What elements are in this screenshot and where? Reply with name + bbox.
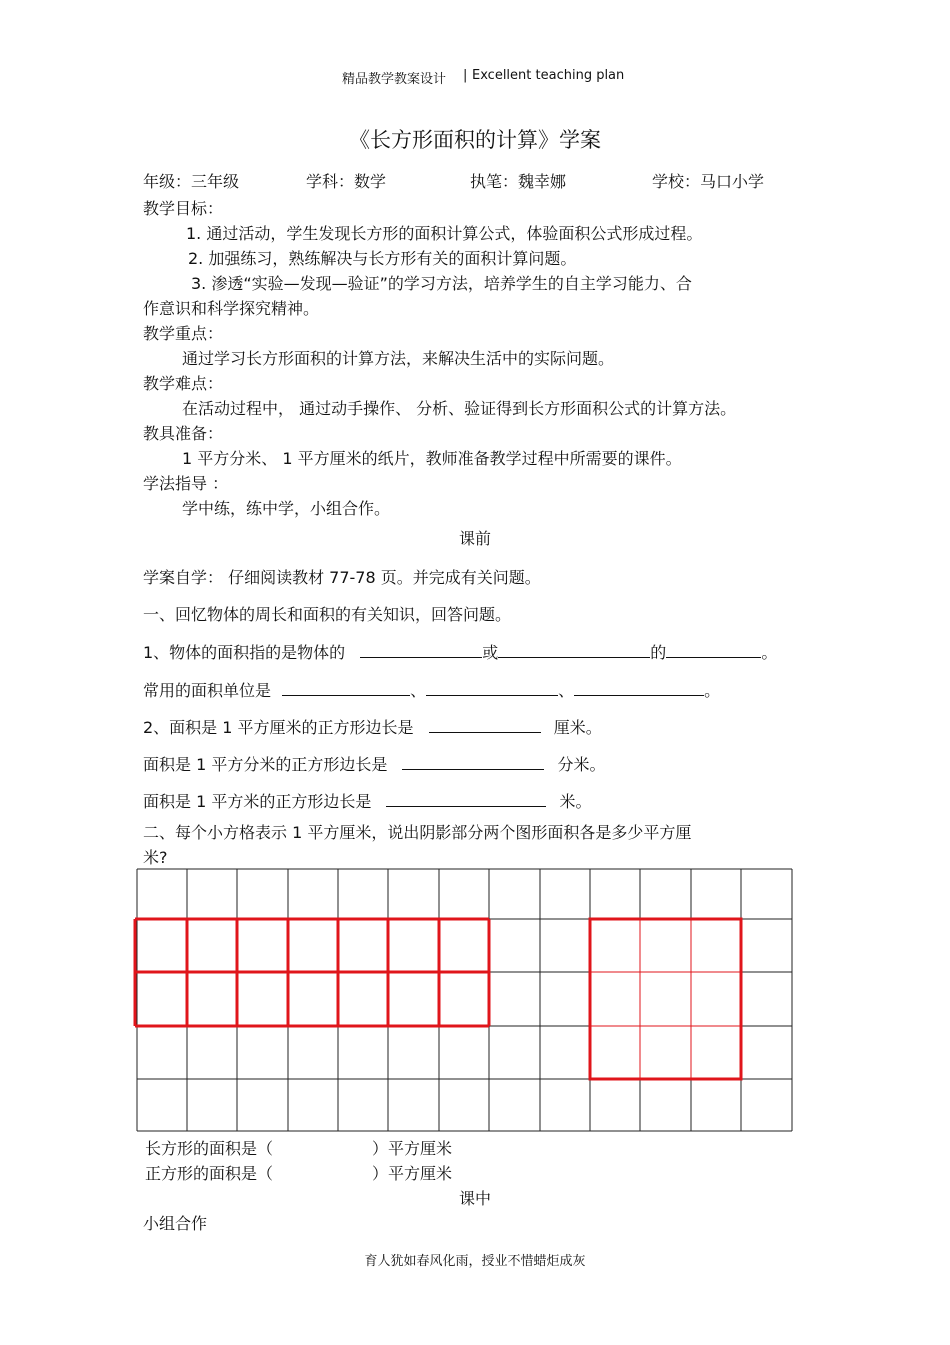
answer-rect-a: 长方形的面积是（	[145, 1139, 274, 1158]
goal-1: 1. 通过活动，学生发现长方形的面积计算公式，体验面积公式形成过程。	[186, 224, 703, 243]
section-pre: 课前	[458, 529, 491, 548]
meta-grade: 年级：三年级	[143, 172, 240, 191]
q1-heading: 一、回忆物体的周长和面积的有关知识，回答问题。	[143, 605, 512, 624]
q1-1-text-b: 或	[482, 643, 499, 662]
goal-2: 2. 加强练习，熟练解决与长方形有关的面积计算问题。	[188, 249, 577, 268]
q2-1-text-b: 厘米。	[553, 718, 602, 737]
q2-2-text-b: 分米。	[557, 755, 606, 774]
q1-units-end: 。	[704, 681, 721, 700]
q1-units-text: 常用的面积单位是	[143, 681, 272, 700]
answer-square-b: ）平方厘米	[372, 1164, 453, 1183]
self-study: 学案自学： 仔细阅读教材 77-78 页。并完成有关问题。	[143, 568, 541, 587]
key-heading: 教学重点：	[143, 324, 224, 343]
meta-author: 执笔：魏幸娜	[470, 172, 567, 191]
q2-1-text-a: 2、面积是 1 平方厘米的正方形边长是	[143, 718, 414, 737]
q1-1-text-c: 的	[650, 643, 667, 662]
header-separator: |	[463, 68, 468, 83]
q2-3-text-b: 米。	[559, 792, 592, 811]
q3-line2: 米?	[143, 848, 168, 867]
q2-2-text-a: 面积是 1 平方分米的正方形边长是	[143, 755, 388, 774]
footer-motto: 育人犹如春风化雨，授业不惜蜡炬成灰	[364, 1254, 586, 1269]
section-mid: 课中	[458, 1189, 491, 1208]
header-left: 精品教学教案设计	[342, 72, 447, 87]
tools-text: 1 平方分米、 1 平方厘米的纸片，教师准备教学过程中所需要的课件。	[182, 449, 682, 468]
q2-3-text-a: 面积是 1 平方米的正方形边长是	[143, 792, 372, 811]
goals-heading: 教学目标：	[143, 199, 224, 218]
q3-line1: 二、每个小方格表示 1 平方厘米，说出阴影部分两个图形面积各是多少平方厘	[143, 823, 692, 842]
answer-square-input[interactable]	[292, 1161, 368, 1181]
q1-1-text-d: 。	[761, 643, 778, 662]
goal-3-line1: 3. 渗透“实验—发现—验证”的学习方法，培养学生的自主学习能力、合	[191, 274, 692, 293]
method-heading: 学法指导 ：	[143, 474, 229, 493]
q1-units-sep2: 、	[558, 681, 575, 700]
goal-3-line2: 作意识和科学探究精神。	[143, 299, 320, 318]
group-work: 小组合作	[143, 1214, 208, 1233]
q1-1-text-a: 1、物体的面积指的是物体的	[143, 643, 346, 662]
method-text: 学中练，练中学，小组合作。	[182, 499, 391, 518]
header-right: Excellent teaching plan	[472, 68, 625, 83]
answer-square-a: 正方形的面积是（	[145, 1164, 274, 1183]
answer-rect-input[interactable]	[292, 1136, 368, 1156]
answer-rect-b: ）平方厘米	[372, 1139, 453, 1158]
difficulty-heading: 教学难点：	[143, 374, 224, 393]
difficulty-text: 在活动过程中， 通过动手操作、 分析、验证得到长方形面积公式的计算方法。	[182, 399, 737, 418]
tools-heading: 教具准备：	[143, 424, 224, 443]
document-title: 《长方形面积的计算》学案	[349, 128, 601, 152]
key-text: 通过学习长方形面积的计算方法，来解决生活中的实际问题。	[182, 349, 615, 368]
meta-subject: 学科：数学	[306, 172, 387, 191]
q1-units-sep1: 、	[410, 681, 427, 700]
square-shape-outline	[590, 919, 741, 1079]
meta-school: 学校：马口小学	[652, 172, 765, 191]
